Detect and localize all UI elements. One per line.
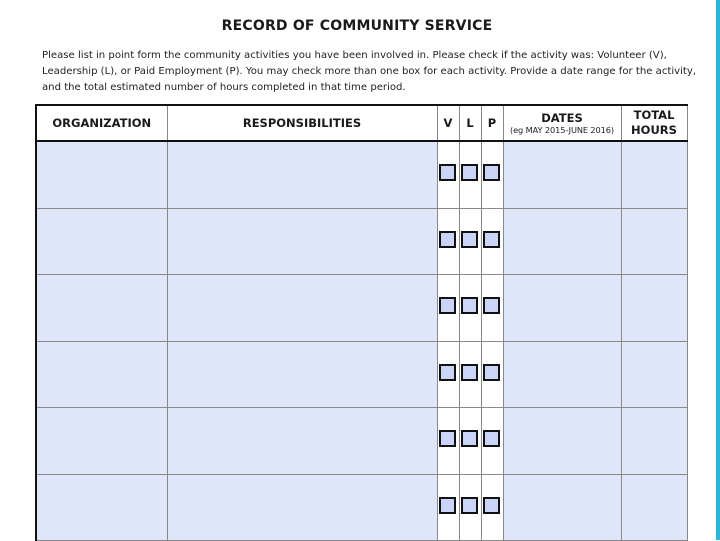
paid-employment-checkbox[interactable] [483,430,500,447]
volunteer-header: V [437,105,459,141]
service-table [35,104,688,541]
total-hours-field[interactable] [621,408,687,475]
dates-field[interactable] [503,474,621,541]
paid-employment-cell [481,275,503,342]
paid-employment-cell [481,408,503,475]
volunteer-cell [437,408,459,475]
volunteer-cell [437,275,459,342]
table-row [36,275,687,342]
organization-field[interactable] [36,208,167,275]
leadership-cell [459,474,481,541]
total-hours-header [621,105,687,141]
volunteer-cell [437,341,459,408]
dates-field[interactable] [503,275,621,342]
responsibilities-field[interactable] [167,408,437,475]
total-hours-field[interactable] [621,208,687,275]
service-table-wrapper [35,104,686,540]
responsibilities-field[interactable] [167,275,437,342]
organization-field[interactable] [36,341,167,408]
leadership-cell [459,208,481,275]
leadership-cell [459,275,481,342]
organization-field[interactable] [36,474,167,541]
dates-field[interactable] [503,341,621,408]
window-edge [716,0,720,540]
table-row [36,141,687,208]
total-hours-field[interactable] [621,341,687,408]
organization-field[interactable] [36,408,167,475]
volunteer-checkbox[interactable] [439,297,456,314]
organization-field[interactable] [36,141,167,208]
dates-field[interactable] [503,408,621,475]
header-row [36,105,687,141]
leadership-cell [459,408,481,475]
table-row [36,341,687,408]
instructions [42,48,697,96]
dates-header-label: DATES [541,110,583,125]
table-row [36,408,687,475]
table-row [36,208,687,275]
paid-employment-cell [481,341,503,408]
leadership-checkbox[interactable] [461,430,478,447]
dates-field[interactable] [503,208,621,275]
responsibilities-field[interactable] [167,474,437,541]
paid-employment-cell [481,474,503,541]
responsibilities-field[interactable] [167,208,437,275]
responsibilities-header: RESPONSIBILITIES [167,105,437,141]
responsibilities-field[interactable] [167,341,437,408]
volunteer-checkbox[interactable] [439,164,456,181]
total-label: TOTAL [633,108,675,122]
table-row [36,474,687,541]
dates-field[interactable] [503,141,621,208]
volunteer-checkbox[interactable] [439,430,456,447]
organization-header: ORGANIZATION [36,105,167,141]
leadership-checkbox[interactable] [461,164,478,181]
dates-header [503,105,621,141]
instructions-line: Leadership (L), or Paid Employment (P). You may check more than one box for each activity. Provide a date range for the activity, [42,66,697,77]
leadership-cell [459,141,481,208]
total-hours-field[interactable] [621,141,687,208]
organization-field[interactable] [36,275,167,342]
hours-label: HOURS [631,123,677,137]
leadership-header: L [459,105,481,141]
volunteer-checkbox[interactable] [439,497,456,514]
total-hours-field[interactable] [621,474,687,541]
paid-employment-checkbox[interactable] [483,297,500,314]
form-title: RECORD OF COMMUNITY SERVICE [221,18,493,34]
instructions-line: Please list in point form the community activities you have been involved in. Please check if the activity was: Volunteer (V), [42,50,667,61]
leadership-cell [459,341,481,408]
volunteer-checkbox[interactable] [439,231,456,248]
paid-employment-cell [481,141,503,208]
paid-employment-cell [481,208,503,275]
total-hours-field[interactable] [621,275,687,342]
volunteer-cell [437,141,459,208]
dates-header-hint: (eg MAY 2015-JUNE 2016) [510,124,614,135]
paid-employment-checkbox[interactable] [483,164,500,181]
volunteer-cell [437,208,459,275]
paid-employment-checkbox[interactable] [483,364,500,381]
paid-employment-checkbox[interactable] [483,231,500,248]
leadership-checkbox[interactable] [461,364,478,381]
leadership-checkbox[interactable] [461,231,478,248]
volunteer-checkbox[interactable] [439,364,456,381]
instructions-line: and the total estimated number of hours completed in that time period. [42,82,406,93]
leadership-checkbox[interactable] [461,497,478,514]
leadership-checkbox[interactable] [461,297,478,314]
paid-employment-checkbox[interactable] [483,497,500,514]
responsibilities-field[interactable] [167,141,437,208]
volunteer-cell [437,474,459,541]
paid-header: P [481,105,503,141]
